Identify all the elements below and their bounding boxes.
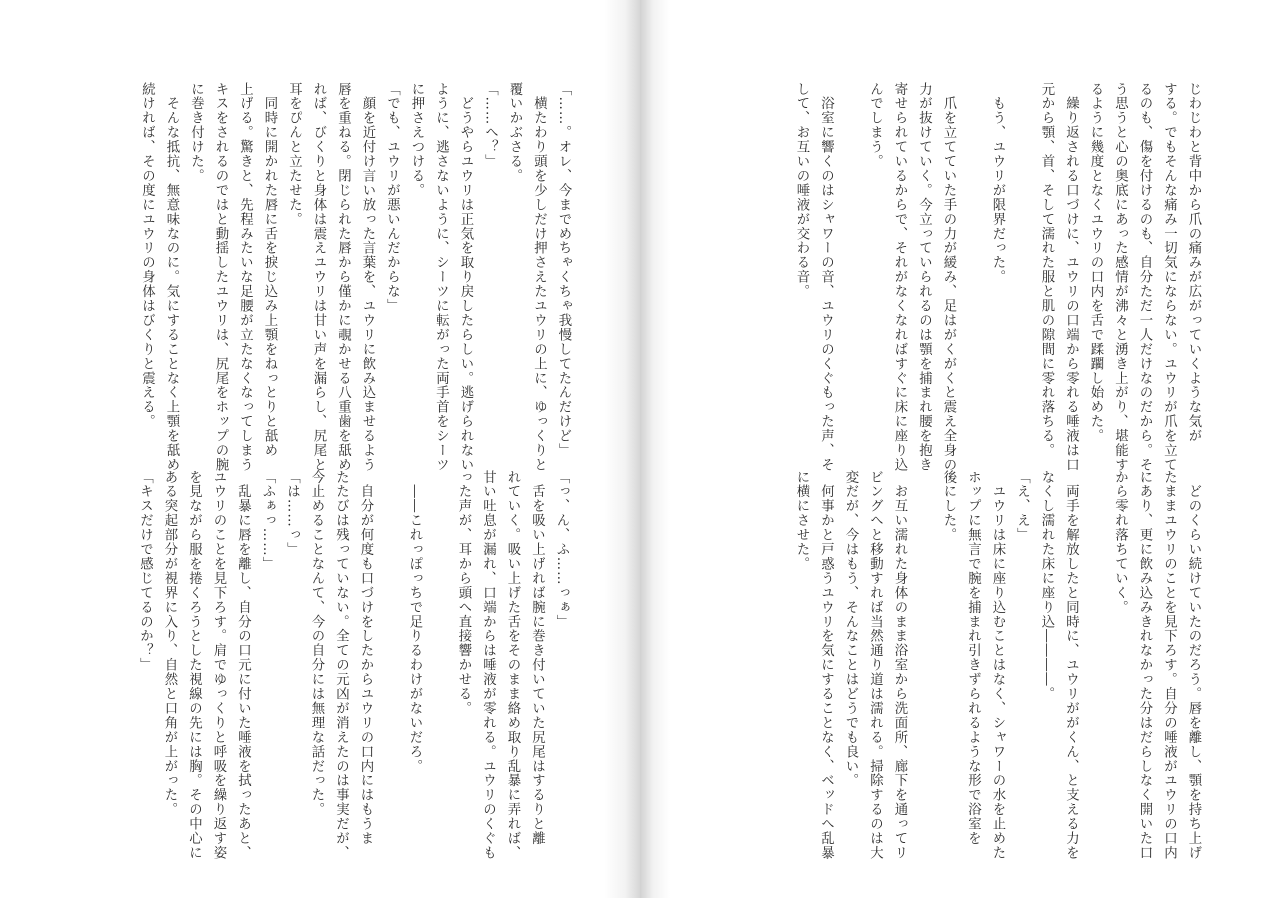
right-page-bottom-text: どのくらい続けていたのだろう。唇を離し、顎を持ち上げ たままユウリのことを見下ろす。自分の唾液がユウリの口内 にあり、更に飲み込みきれなかった分はだらしなく開いた口 から零れ落ちていく。 両手を解放したと同時に、ユウリががくん、と支える力を なくし濡れた床に座り込――――。 「え、え」 ユウリは床に座り込むことはなく、シャワーの水を止めた ホップに無言で腕を捕まれ引きずられるような形で浴室を 後にした。 お互い濡れた身体のまま浴室から洗面所、廊下を通ってリ ビングへと移動すれば当然通り道は濡れる。掃除するのは大 変だが、今はもう、そんなことはどうでも良い。 何事かと戸惑うユウリを気にすることなく、ベッドへ乱暴 に横にさせた。 [794, 470, 1201, 861]
book-gutter-shadow-right [640, 0, 670, 898]
right-page-top-text: じわじわと背中から爪の痛みが広がっていくような気が する。でもそんな痛み一切気にならない。ユウリが爪を立て るのも、傷を付けるのも、自分ただ一人だけなのだから。そ う思うと心の奥底にあった感情が沸々と湧き上がり、堪能す るように幾度となくユウリの口内を舌で蹂躙し始めた。 繰り返される口づけに、ユウリの口端から零れる唾液は口 元から顎、首、そして濡れた服と肌の隙間に零れ落ちる。 もう、ユウリが限界だった。 爪を立てていた手の力が緩み、足はがくがくと震え全身の 力が抜けていく。今立っていられるのは顎を捕まれ腰を抱き 寄せられているからで、それがなくなればすぐに床に座り込 んでしまう。 浴室に響くのはシャワーの音、ユウリのくぐもった声、そ して、お互いの唾液が交わる音。 [794, 82, 1201, 473]
left-page-top-text: 「……。オレ、今までめちゃくちゃ我慢してたんだけど」 横たわり頭を少しだけ押さえたユウリの上に、ゆっくりと 覆いかぶさる。 「……へ？」 どうやらユウリは正気を取り戻したらしい。逃げられない ように、逃さないように、シーツに転がった両手首をシーツ に押さえつける。 「でも、ユウリが悪いんだからな」 顔を近付け言い放った言葉を、ユウリに飲み込ませるよう 唇を重ねる。閉じられた唇から僅かに覗かせる八重歯を舐め れば、びくりと身体は震えユウリは甘い声を漏らし、尻尾と 耳をぴんと立たせた。 同時に開かれた唇に舌を捩じ込み上顎をねっとりと舐め 上げる。驚きと、先程みたいな足腰が立たなくなってしまう キスをされるのではと動揺したユウリは、尻尾をホップの腕 に巻き付けた。 そんな抵抗、無意味なのに。気にすることなく上顎を舐め 続ければ、その度にユウリの身体はびくりと震える。 [139, 82, 571, 473]
right-page [640, 0, 1280, 898]
book-gutter-shadow-left [604, 0, 640, 898]
left-page-bottom-text: 「っ、ん、ふ……っぁ」 舌を吸い上げれば腕に巻き付いていた尻尾はするりと離 れていく。吸い上げた舌をそのまま絡め取り乱暴に弄れば、 甘い吐息が漏れ、口端からは唾液が零れる。ユウリのくぐも った声が、耳から頭へ直接響かせる。 ――これっぽっちで足りるわけがないだろ。 自分が何度も口づけをしたからユウリの口内にはもうま たたびは残っていない。全ての元凶が消えたのは事実だが、 今止めることなんて、今の自分には無理な話だった。 「は……っ」 「ふぁっ……」 乱暴に唇を離し、自分の口元に付いた唾液を拭ったあと、 ユウリのことを見下ろす。肩でゆっくりと呼吸を繰り返す姿 を見ながら服を捲くろうとした視線の先には胸。その中心に ある突起部分が視界に入り、自然と口角が上がった。 「キスだけで感じてるのか？」 [137, 470, 569, 861]
